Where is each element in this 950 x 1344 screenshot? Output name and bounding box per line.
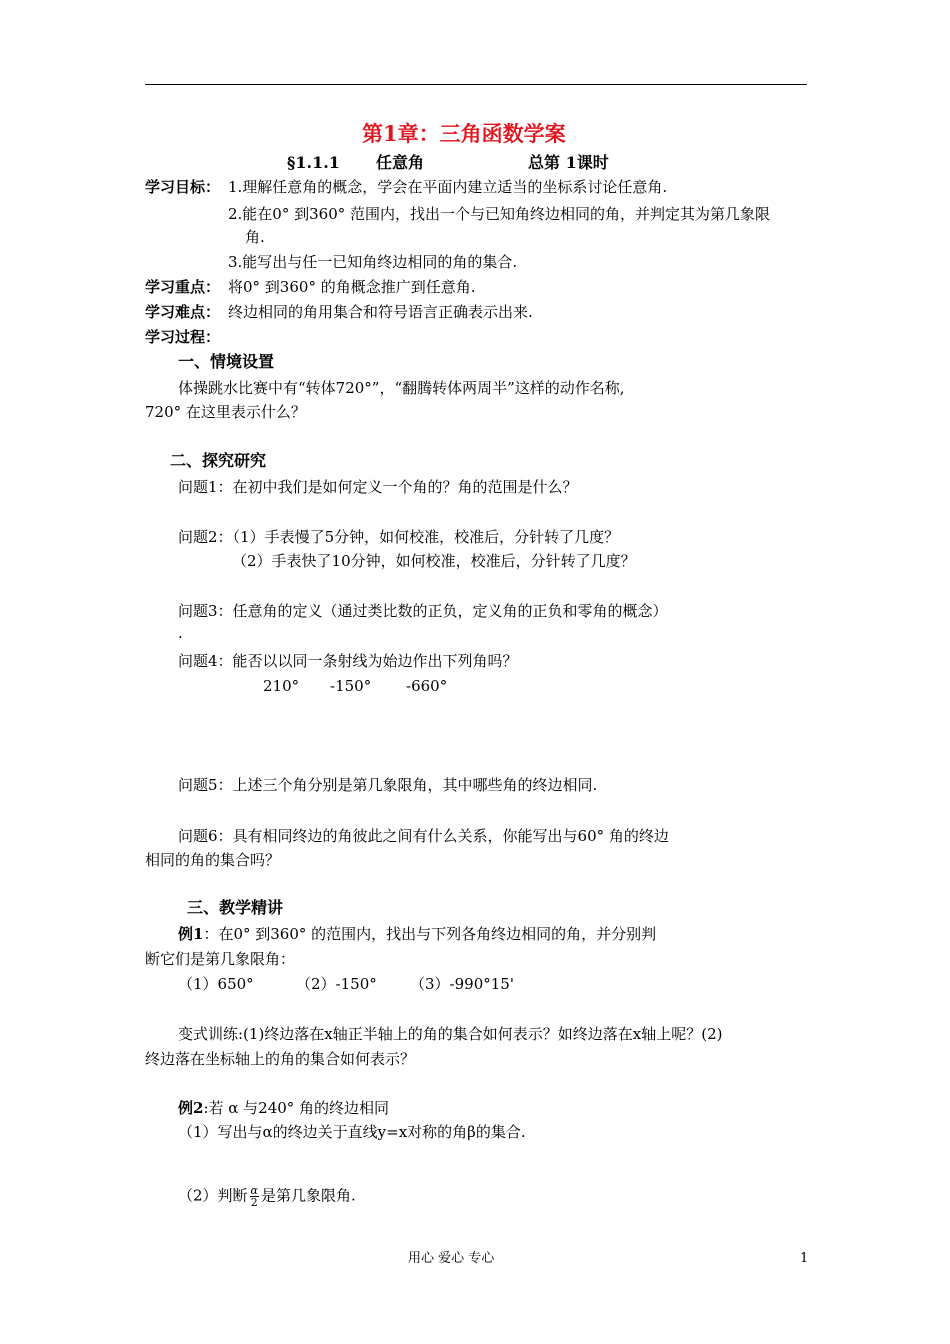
question-5: 问题5：上述三个角分别是第几象限角，其中哪些角的终边相同. — [178, 776, 598, 794]
question-1: 问题1：在初中我们是如何定义一个角的？角的范围是什么？ — [178, 478, 578, 496]
difficulty-label: 学习难点： — [145, 303, 221, 321]
variant-b: 终边落在坐标轴上的角的集合如何表示？ — [145, 1050, 416, 1068]
difficulty-text: 终边相同的角用集合和符号语言正确表示出来. — [228, 303, 533, 321]
alpha-over-2-fraction — [250, 1185, 259, 1208]
part2-heading: 二、探究研究 — [170, 451, 267, 470]
example-1-label: 例1 — [178, 925, 204, 943]
part1-line1: 体操跳水比赛中有“转体720°”，“翻腾转体两周半”这样的动作名称, — [178, 379, 625, 397]
process-label: 学习过程： — [145, 328, 221, 346]
part3-heading: 三、教学精讲 — [187, 898, 284, 917]
question-2b: （2）手表快了10分钟，如何校准，校准后，分针转了几度？ — [232, 552, 636, 570]
variant-a: 变式训练:(1)终边落在x轴正半轴上的角的集合如何表示？如终边落在x轴上呢？(2) — [178, 1025, 723, 1043]
example-1-item-2: （2）-150° — [296, 975, 377, 993]
section-topic: 任意角 — [376, 153, 425, 172]
header-rule — [145, 84, 807, 85]
example-2-label: 例2 — [178, 1099, 204, 1117]
example-1-item-1: （1）650° — [178, 975, 254, 993]
question-6b: 相同的角的集合吗？ — [145, 851, 281, 869]
example-2-q1: （1）写出与α的终边关于直线y=x对称的角β的集合. — [178, 1123, 526, 1141]
example-2-text: :若 α 与240° 角的终边相同 — [203, 1099, 390, 1117]
objective-2: 2.能在0° 到360° 范围内，找出一个与已知角终边相同的角，并判定其为第几象限 — [228, 205, 771, 223]
key-point-text: 将0° 到360° 的角概念推广到任意角. — [228, 278, 476, 296]
example-1-text: ：在0° 到360° 的范围内，找出与下列各角终边相同的角，并分别判 — [203, 925, 657, 943]
example-2-q2-post: 是第几象限角. — [260, 1186, 356, 1205]
page-number: 1 — [800, 1251, 809, 1266]
objective-3: 3.能写出与任一已知角终边相同的角的集合. — [228, 253, 518, 271]
part1-line2: 720° 在这里表示什么？ — [145, 403, 306, 421]
lesson-count: 总第 1课时 — [528, 153, 609, 172]
objectives-label: 学习目标： — [145, 178, 221, 196]
example-1-item-3: （3）-990°15' — [410, 975, 514, 993]
footer-motto: 用心 爱心 专心 — [408, 1251, 495, 1266]
question-4: 问题4：能否以以同一条射线为始边作出下列角吗？ — [178, 652, 518, 670]
angle-1: 210° — [263, 677, 300, 695]
key-point-label: 学习重点： — [145, 278, 221, 296]
question-6a: 问题6：具有相同终边的角彼此之间有什么关系，你能写出与60° 角的终边 — [178, 827, 669, 845]
angle-3: -660° — [406, 677, 448, 695]
section-number: §1.1.1 — [287, 153, 340, 172]
objective-1: 1.理解任意角的概念，学会在平面内建立适当的坐标系讨论任意角. — [228, 178, 668, 196]
example-2 — [178, 1098, 389, 1118]
question-3: 问题3：任意角的定义（通过类比数的正负，定义角的正负和零角的概念） — [178, 602, 668, 620]
fraction-numerator: α — [250, 1184, 258, 1197]
example-2-q2-pre: （2）判断 — [178, 1186, 248, 1205]
example-1-text2: 断它们是第几象限角： — [145, 950, 296, 968]
angle-2: -150° — [330, 677, 372, 695]
part1-heading: 一、情境设置 — [178, 352, 275, 371]
page-title: 第1章：三角函数学案 — [362, 121, 566, 146]
objective-2-cont: 角. — [245, 228, 265, 246]
question-3-dot: . — [178, 624, 183, 642]
fraction-denominator: 2 — [250, 1196, 258, 1209]
question-2a: 问题2：（1）手表慢了5分钟，如何校准，校准后，分针转了几度？ — [178, 528, 620, 546]
example-2-q2 — [178, 1185, 356, 1208]
example-1 — [178, 924, 656, 944]
